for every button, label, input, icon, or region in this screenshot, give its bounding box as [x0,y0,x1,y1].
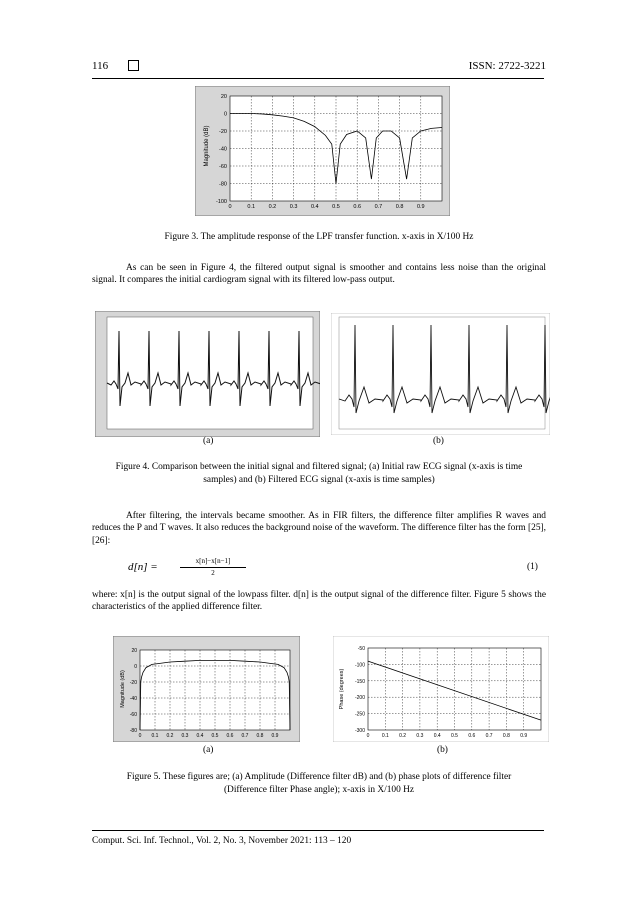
y-tick-label: -100 [215,199,227,205]
y-tick-label: -250 [354,711,365,718]
figure5-label-a: (a) [203,745,214,755]
y-tick-label: -100 [354,662,365,669]
y-tick-label: -60 [129,712,137,718]
figure4-label-b: (b) [433,436,444,446]
figure5-label-b: (b) [437,745,448,755]
x-tick-label: 0.8 [502,733,510,739]
fig5b-ylabel: Phase (degrees) [339,668,345,710]
paragraph-2: After filtering, the intervals became smoother. As in FIR filters, the difference filter amplifies R waves and reduces the P and T waves. It also reduces the background noise of the waveform. The difference filter has the form [25], [26]: [92,511,547,546]
y-tick-label: -300 [354,728,365,734]
figure5b-chart [333,636,549,742]
checkbox-glyph-icon [128,60,139,71]
y-tick-label: -40 [129,696,137,702]
y-tick-label: -60 [219,164,227,170]
y-tick-label: 20 [220,94,227,100]
x-tick-label: 0.5 [211,733,219,739]
x-tick-label: 0.9 [416,204,425,210]
figure5-caption-line2: (Difference filter Phase angle); x-axis in X/100 Hz [223,785,415,795]
figure4-label-a: (a) [203,436,214,446]
x-tick-label: 0.9 [520,733,528,739]
figure4-caption-line2: samples) and (b) Filtered ECG signal (x-axis is time samples) [203,475,435,485]
y-tick-label: 20 [131,648,137,654]
paragraph-1: As can be seen in Figure 4, the filtered output signal is smoother and contains less noise than the original signal. It compares the initial cardiogram signal with its filtered low-pass output. [92,263,546,286]
x-tick-label: 0.3 [416,733,424,739]
y-tick-label: 0 [134,664,137,670]
y-tick-label: -40 [219,146,227,153]
x-tick-label: 0.2 [268,204,277,210]
footer-rule [92,830,544,831]
figure4-caption-line1: Figure 4. Comparison between the initial signal and filtered signal; (a) Initial raw ECG signal (x-axis is time [115,462,523,472]
y-tick-label: -20 [219,129,227,135]
figure3-chart [195,86,450,216]
fig3-ylabel: Magnitude (dB) [204,125,210,167]
x-tick-label: 0.6 [353,204,362,210]
x-tick-label: 0.3 [289,204,298,210]
page-number: 116 [92,60,109,72]
equation-denominator: 2 [211,569,215,577]
fraction-bar [180,567,246,568]
x-tick-label: 0.9 [271,733,279,739]
y-tick-label: -80 [219,181,227,188]
x-tick-label: 0.5 [332,204,340,210]
x-tick-label: 0 [138,733,142,739]
x-tick-label: 0.2 [166,733,174,739]
y-tick-label: -200 [354,695,365,702]
footer-citation: Comput. Sci. Inf. Technol., Vol. 2, No. 3, November 2021: 113 – 120 [92,836,352,846]
fig5a-ylabel: Magnitude (dB) [120,670,126,708]
y-tick-label: -20 [129,680,137,686]
equation-number: (1) [527,562,538,572]
x-tick-label: 0.2 [399,733,407,739]
x-tick-label: 0.7 [374,204,383,210]
x-tick-label: 0.6 [226,733,234,739]
x-tick-label: 0 [366,733,370,739]
x-tick-label: 0.7 [241,733,249,739]
figure3-caption: Figure 3. The amplitude response of the LPF transfer function. x-axis in X/100 Hz [164,232,474,242]
figure4b-filtered-ecg [331,313,550,435]
x-tick-label: 0.5 [451,733,458,739]
x-tick-label: 0.8 [256,733,264,739]
x-tick-label: 0.1 [381,733,389,739]
x-tick-label: 0.1 [247,204,256,210]
y-tick-label: 0 [223,111,227,118]
header-rule [92,78,544,79]
x-tick-label: 0.7 [485,733,493,739]
x-tick-label: 0.8 [395,204,404,210]
paragraph-3: where: x[n] is the output signal of the lowpass filter. d[n] is the output signal of the difference filter. Figure 5 shows the characteristics of the applied difference filter. [92,590,546,613]
x-tick-label: 0 [228,204,232,210]
y-tick-label: -150 [354,678,365,685]
figure4a-raw-ecg [95,311,320,437]
x-tick-label: 0.4 [433,733,441,739]
x-tick-label: 0.3 [181,733,189,739]
equation-lhs: d[n] = [128,561,158,573]
equation-numerator: x[n]−x[n−1] [195,557,231,565]
y-tick-label: -80 [129,728,137,734]
issn: ISSN: 2722-3221 [468,60,546,72]
y-tick-label: -50 [357,646,365,652]
x-tick-label: 0.6 [468,733,476,739]
figure5a-chart [113,636,300,742]
x-tick-label: 0.1 [151,733,159,739]
figure5-caption-line1: Figure 5. These figures are; (a) Amplitude (Difference filter dB) and (b) phase plots of difference filter [126,772,512,782]
x-tick-label: 0.4 [196,733,204,739]
x-tick-label: 0.4 [310,204,319,210]
